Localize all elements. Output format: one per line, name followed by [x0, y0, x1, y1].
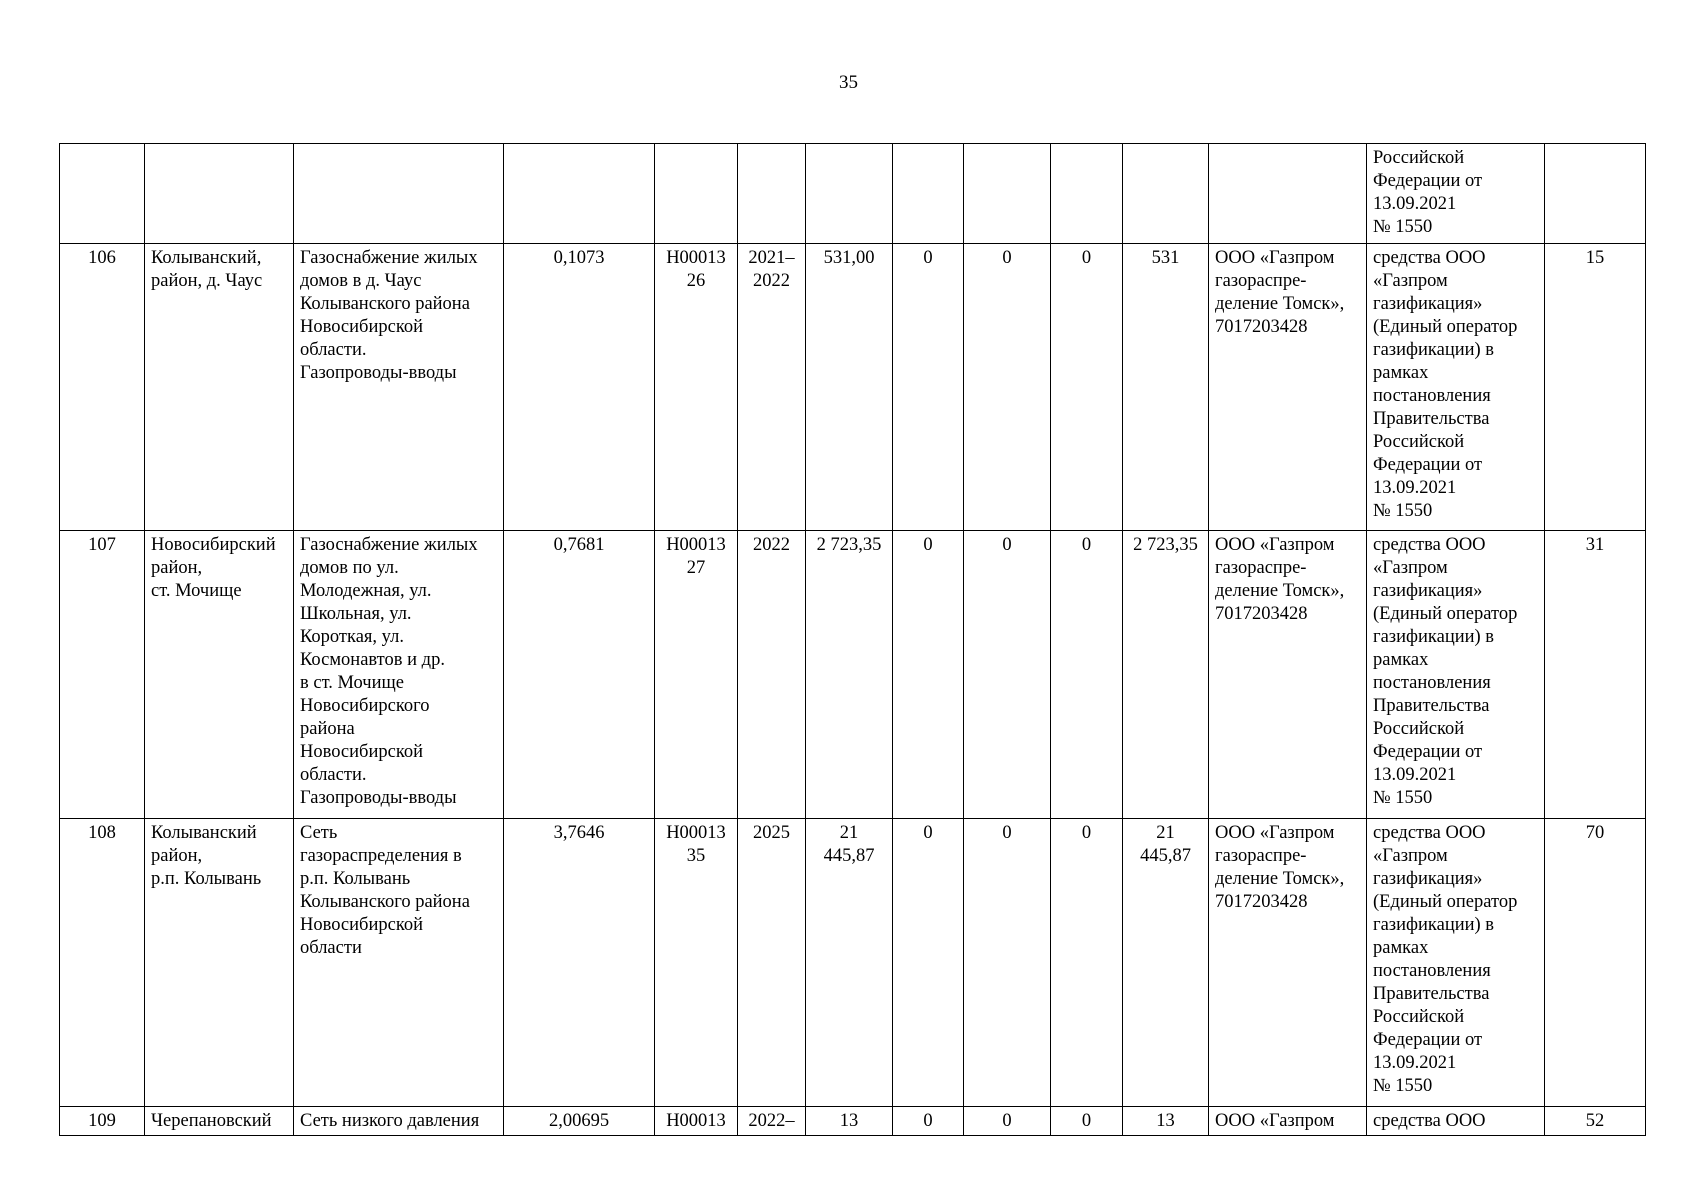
cell-v3: 0	[1051, 531, 1123, 819]
cell-funding: средства ООО «Газпром газификация» (Единый оператор газификации) в рамках постановления Правительства Российской Федерации от 13.09.2021 № 1550	[1367, 244, 1545, 531]
cell-v2	[964, 144, 1051, 244]
cell-operator: ООО «Газпром	[1209, 1107, 1367, 1136]
cell-v4: 531	[1123, 244, 1209, 531]
cell-funding: средства ООО «Газпром газификация» (Единый оператор газификации) в рамках постановления Правительства Российской Федерации от 13.09.2021 № 1550	[1367, 531, 1545, 819]
cell-object: Газоснабжение жилых домов по ул. Молодежная, ул. Школьная, ул. Короткая, ул. Космонавтов и др. в ст. Мочище Новосибирского района Новосибирской области. Газопроводы-вводы	[294, 531, 504, 819]
table-row-continuation	[60, 144, 1646, 244]
cell-cost: 21 445,87	[806, 819, 893, 1107]
cell-funding: средства ООО	[1367, 1107, 1545, 1136]
cell-v4: 21 445,87	[1123, 819, 1209, 1107]
cell-v1	[893, 144, 964, 244]
cell-code: Н00013	[655, 1107, 738, 1136]
cell-funding: средства ООО «Газпром газификация» (Единый оператор газификации) в рамках постановления Правительства Российской Федерации от 13.09.2021 № 1550	[1367, 819, 1545, 1107]
cell-length	[504, 144, 655, 244]
cell-v2: 0	[964, 531, 1051, 819]
cell-length: 0,7681	[504, 531, 655, 819]
cell-v4: 2 723,35	[1123, 531, 1209, 819]
cell-num: 108	[60, 819, 145, 1107]
cell-v1: 0	[893, 819, 964, 1107]
cell-district: Новосибирский район, ст. Мочище	[145, 531, 294, 819]
cell-v3	[1051, 144, 1123, 244]
cell-object	[294, 144, 504, 244]
cell-funding: Российской Федерации от 13.09.2021 № 1550	[1367, 144, 1545, 244]
cell-operator: ООО «Газпром газораспре- деление Томск», 7017203428	[1209, 819, 1367, 1107]
cell-district: Колыванский район, р.п. Колывань	[145, 819, 294, 1107]
cell-code: Н00013 27	[655, 531, 738, 819]
cell-cost	[806, 144, 893, 244]
cell-operator	[1209, 144, 1367, 244]
table-row	[60, 819, 1646, 1107]
cell-years: 2021– 2022	[738, 244, 806, 531]
cell-district: Черепановский	[145, 1107, 294, 1136]
cell-cost: 2 723,35	[806, 531, 893, 819]
cell-length: 2,00695	[504, 1107, 655, 1136]
cell-object: Сеть низкого давления	[294, 1107, 504, 1136]
cell-count: 31	[1545, 531, 1646, 819]
cell-count	[1545, 144, 1646, 244]
cell-count: 70	[1545, 819, 1646, 1107]
cell-v4	[1123, 144, 1209, 244]
cell-v2: 0	[964, 819, 1051, 1107]
cell-cost: 531,00	[806, 244, 893, 531]
cell-operator: ООО «Газпром газораспре- деление Томск», 7017203428	[1209, 244, 1367, 531]
cell-district: Колыванский, район, д. Чаус	[145, 244, 294, 531]
table-row	[60, 244, 1646, 531]
cell-num: 109	[60, 1107, 145, 1136]
cell-length: 3,7646	[504, 819, 655, 1107]
cell-object: Газоснабжение жилых домов в д. Чаус Колыванского района Новосибирской области. Газопроводы-вводы	[294, 244, 504, 531]
cell-v3: 0	[1051, 244, 1123, 531]
cell-years: 2022–	[738, 1107, 806, 1136]
cell-v3: 0	[1051, 1107, 1123, 1136]
cell-v1: 0	[893, 1107, 964, 1136]
cell-object: Сеть газораспределения в р.п. Колывань Колыванского района Новосибирской области	[294, 819, 504, 1107]
cell-v2: 0	[964, 244, 1051, 531]
cell-v3: 0	[1051, 819, 1123, 1107]
cell-v1: 0	[893, 531, 964, 819]
cell-v2: 0	[964, 1107, 1051, 1136]
table-row	[60, 531, 1646, 819]
cell-num	[60, 144, 145, 244]
cell-v4: 13	[1123, 1107, 1209, 1136]
cell-years: 2025	[738, 819, 806, 1107]
cell-count: 52	[1545, 1107, 1646, 1136]
cell-district	[145, 144, 294, 244]
cell-code: Н00013 35	[655, 819, 738, 1107]
cell-length: 0,1073	[504, 244, 655, 531]
gas-projects-table	[59, 143, 1646, 1136]
cell-num: 106	[60, 244, 145, 531]
cell-cost: 13	[806, 1107, 893, 1136]
cell-years	[738, 144, 806, 244]
table-row	[60, 1107, 1646, 1136]
cell-v1: 0	[893, 244, 964, 531]
cell-code: Н00013 26	[655, 244, 738, 531]
cell-operator: ООО «Газпром газораспре- деление Томск», 7017203428	[1209, 531, 1367, 819]
cell-code	[655, 144, 738, 244]
cell-count: 15	[1545, 244, 1646, 531]
cell-num: 107	[60, 531, 145, 819]
cell-years: 2022	[738, 531, 806, 819]
page-number: 35	[839, 72, 858, 93]
